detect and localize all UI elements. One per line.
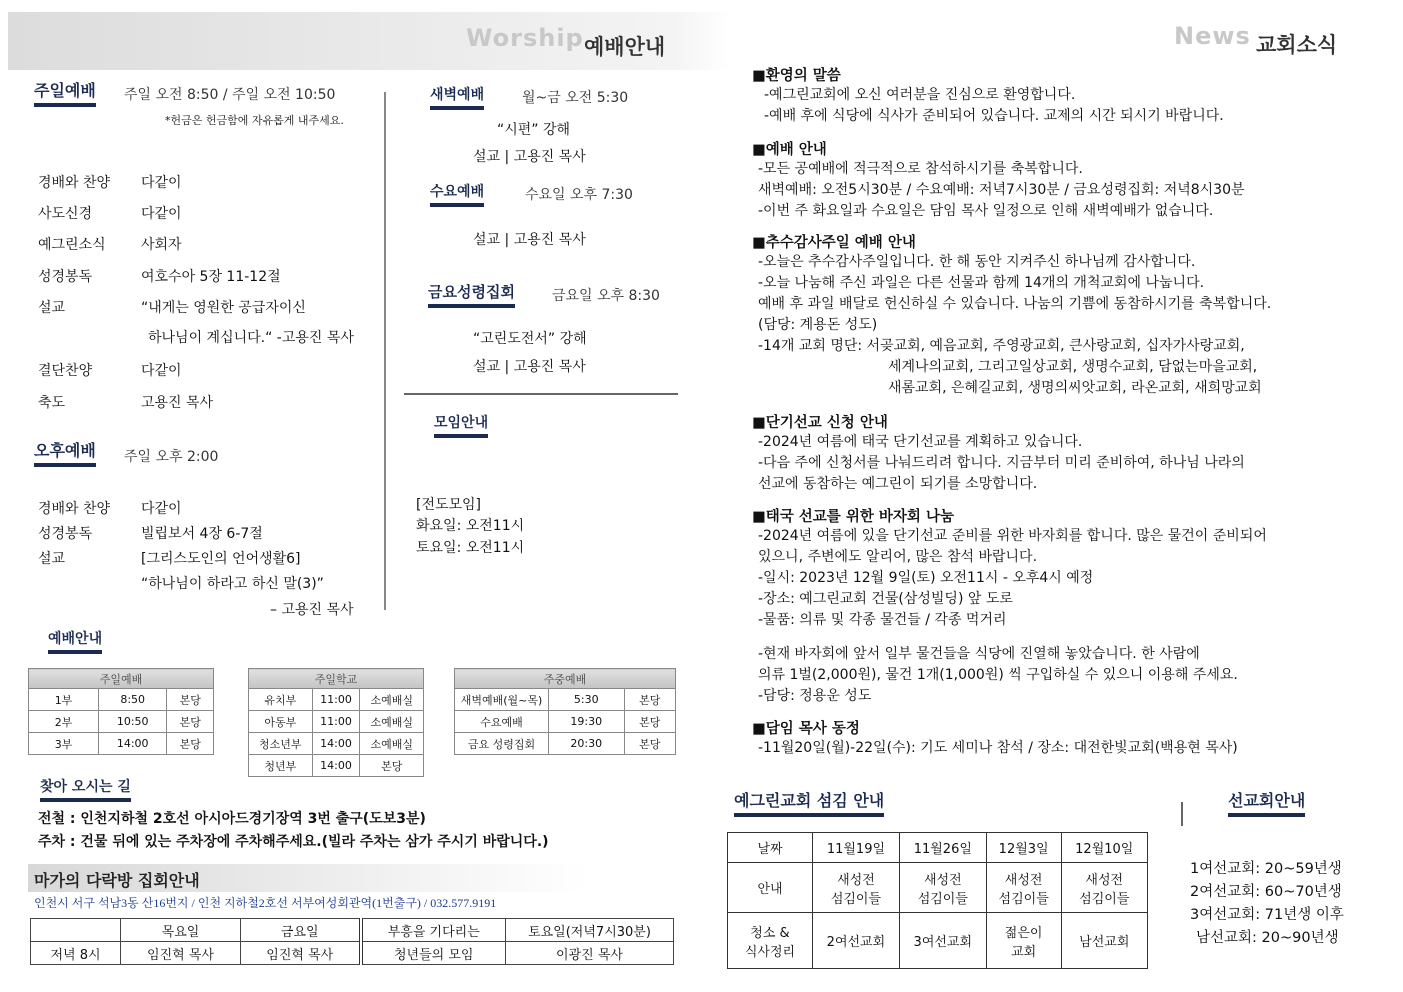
order-value: 다같이 xyxy=(141,363,182,379)
magga-address: 인천시 서구 석남3동 산16번지 / 인천 지하철2호선 서부여성회관역(1번출구) / 032.577.9191 xyxy=(34,896,497,910)
cell-line: 섬김이들 xyxy=(830,891,882,907)
cell: 소예배실 xyxy=(360,733,424,755)
seomgim-table xyxy=(727,832,1148,969)
cell-line: 청소 & xyxy=(750,925,790,941)
table-row xyxy=(455,733,676,755)
divider-line xyxy=(404,393,678,395)
order-value: – 고용진 목사 xyxy=(270,602,354,618)
cell-line: 교회 xyxy=(1011,944,1037,960)
cell: 새벽예배(월~목) xyxy=(455,689,549,711)
order-key: 설교 xyxy=(38,300,66,316)
cell: 임진혁 목사 xyxy=(121,942,241,965)
news-line: -물품: 의류 및 각종 물건들 / 각종 먹거리 xyxy=(758,612,1007,628)
news-line: 새벽예배: 오전5시30분 / 수요예배: 저녁7시30분 / 금요성령집회: 저녁8시30분 xyxy=(758,182,1245,198)
directions-subway: 전철 : 인천지하철 2호선 아시아드경기장역 3번 출구(도보3분) xyxy=(38,811,426,827)
news-line: -2024년 여름에 태국 단기선교를 계획하고 있습니다. xyxy=(758,434,1083,450)
table-header: 주일학교 xyxy=(249,669,424,689)
news-line: -모든 공예배에 적극적으로 참석하시기를 축복합니다. xyxy=(758,161,1083,177)
afternoon-worship-time: 주일 오후 2:00 xyxy=(124,449,219,465)
worship-info-title: 예배안내 xyxy=(48,628,102,654)
news-section xyxy=(752,64,1271,759)
friday-series: “고린도전서” 강해 xyxy=(473,331,587,347)
order-row xyxy=(38,392,388,422)
news-line: 예배 후 과일 배달로 헌신하실 수 있습니다. 나눔의 기쁨에 동참하시기를 축복합니다. xyxy=(758,296,1272,312)
news-heading: ■태국 선교를 위한 바자회 나눔 xyxy=(752,509,954,525)
cell: 3부 xyxy=(29,733,99,755)
weekday-service-table xyxy=(454,668,676,755)
cell-line: 새성전 xyxy=(1004,872,1043,888)
news-line: -2024년 여름에 있을 단기선교 준비를 위한 바자회를 합니다. 많은 물건이 준비되어 xyxy=(758,528,1267,544)
cell xyxy=(728,913,813,969)
cell: 14:00 xyxy=(99,733,167,755)
news-heading: ■단기선교 신청 안내 xyxy=(752,415,888,431)
cell: 본당 xyxy=(624,689,675,711)
order-row xyxy=(38,297,388,327)
order-key: 예그린소식 xyxy=(38,237,106,253)
mission-line: 1여선교회: 20~59년생 xyxy=(1190,861,1342,877)
news-line: -예배 후에 식당에 식사가 준비되어 있습니다. 교제의 시간 되시기 바랍니다. xyxy=(764,108,1224,124)
mission-list xyxy=(1190,858,1344,950)
dawn-worship-time: 월~금 오전 5:30 xyxy=(522,90,629,106)
order-row xyxy=(38,599,388,624)
cell: 토요일(저녁7시30분) xyxy=(506,919,674,942)
cell: 청년들의 모임 xyxy=(361,942,506,965)
cell-line: 섬김이들 xyxy=(917,891,968,907)
order-row xyxy=(38,573,388,599)
column-divider xyxy=(384,92,386,610)
cell: 소예배실 xyxy=(360,689,424,711)
cell: 본당 xyxy=(360,755,424,777)
cell: 11:00 xyxy=(312,689,360,711)
order-value: 여호수아 5장 11-12절 xyxy=(141,269,281,285)
table-row xyxy=(249,711,424,733)
cell: 1부 xyxy=(29,689,99,711)
cell xyxy=(813,863,900,913)
news-line: 선교에 동참하는 예그린이 되기를 소망합니다. xyxy=(758,476,1038,492)
magga-table xyxy=(30,918,674,965)
meeting-line: [전도모임] xyxy=(416,497,482,513)
news-line: -오늘 나눔해 주신 과일은 다른 선물과 함께 14개의 개척교회에 나눕니다. xyxy=(758,275,1205,291)
order-key: 결단찬양 xyxy=(38,363,93,379)
order-value: “내게는 영원한 공급자이신 xyxy=(141,300,306,316)
friday-worship-time: 금요일 오후 8:30 xyxy=(552,288,660,304)
cell: 아동부 xyxy=(249,711,313,733)
sunday-worship-title: 주일예배 xyxy=(34,78,96,107)
table-header: 주일예배 xyxy=(29,669,214,689)
cell-line: 섬김이들 xyxy=(998,891,1049,907)
cell: 8:50 xyxy=(99,689,167,711)
cell: 본당 xyxy=(624,733,675,755)
cell: 청소년부 xyxy=(249,733,313,755)
divider-line xyxy=(1181,802,1183,826)
meeting-line: 화요일: 오전11시 xyxy=(416,518,525,534)
cell xyxy=(1061,863,1147,913)
cell-line: 새성전 xyxy=(1085,872,1124,888)
cell: 날짜 xyxy=(728,833,813,863)
order-value: 하나님이 계십니다.“ -고용진 목사 xyxy=(148,330,354,346)
order-value: 다같이 xyxy=(141,206,182,222)
afternoon-worship-title: 오후예배 xyxy=(34,438,96,467)
order-value: 고용진 목사 xyxy=(141,395,214,411)
worship-ko-title: 예배안내 xyxy=(584,35,666,59)
cell: 남선교회 xyxy=(1061,913,1147,969)
order-key: 사도신경 xyxy=(38,206,93,222)
cell xyxy=(986,913,1061,969)
cell: 본당 xyxy=(624,711,675,733)
order-row xyxy=(38,234,388,266)
friday-preacher: 설교 | 고용진 목사 xyxy=(473,359,586,375)
directions-title: 찾아 오시는 길 xyxy=(40,776,131,802)
afternoon-order xyxy=(38,498,388,624)
cell: 19:30 xyxy=(549,711,625,733)
cell: 14:00 xyxy=(312,733,360,755)
mission-line: 3여선교회: 71년생 이후 xyxy=(1190,907,1344,923)
news-line: -11월20일(월)-22일(수): 기도 세미나 참석 / 장소: 대전한빛교회(백용현 목사) xyxy=(758,740,1238,756)
table-row xyxy=(249,689,424,711)
cell: 11월19일 xyxy=(813,833,900,863)
sunday-order xyxy=(38,172,388,422)
order-row xyxy=(38,203,388,234)
directions-parking: 주차 : 건물 뒤에 있는 주차장에 주차해주세요.(빌라 주차는 삼가 주시기 바랍니다.) xyxy=(38,834,549,850)
mission-line: 2여선교회: 60~70년생 xyxy=(1190,884,1342,900)
cell: 청년부 xyxy=(249,755,313,777)
mission-line: 남선교회: 20~90년생 xyxy=(1196,930,1339,946)
meeting-line: 토요일: 오전11시 xyxy=(416,540,525,556)
cell: 12월3일 xyxy=(986,833,1061,863)
cell: 20:30 xyxy=(549,733,625,755)
friday-worship-title: 금요성령집회 xyxy=(428,281,515,308)
news-line: -장소: 예그린교회 건물(삼성빌딩) 앞 도로 xyxy=(758,591,1013,607)
order-value: 사회자 xyxy=(141,237,182,253)
table-row xyxy=(29,733,214,755)
order-key: 성경봉독 xyxy=(38,269,93,285)
order-key: 경배와 찬양 xyxy=(38,501,111,517)
news-ko-title: 교회소식 xyxy=(1256,33,1338,57)
cell: 금요일 xyxy=(241,919,361,942)
wednesday-worship-title: 수요예배 xyxy=(430,181,484,207)
news-line: -오늘은 추수감사주일입니다. 한 해 동안 지켜주신 하나님께 감사합니다. xyxy=(758,254,1196,270)
table-row xyxy=(29,711,214,733)
offering-note: *헌금은 헌금함에 자유롭게 내주세요. xyxy=(165,114,344,127)
cell: 14:00 xyxy=(312,755,360,777)
order-value: [그리스도인의 언어생활6] xyxy=(141,551,301,567)
dawn-worship-title: 새벽예배 xyxy=(430,84,484,110)
news-line: -현재 바자회에 앞서 일부 물건들을 식당에 진열해 놓았습니다. 한 사람에 xyxy=(758,646,1200,662)
news-line: -담당: 정용운 성도 xyxy=(758,688,872,704)
table-row xyxy=(455,689,676,711)
seomgim-title: 예그린교회 섬김 안내 xyxy=(734,788,884,817)
cell: 본당 xyxy=(167,689,214,711)
cell: 3여선교회 xyxy=(899,913,986,969)
cell: 부흥을 기다리는 xyxy=(361,919,506,942)
order-row xyxy=(38,360,388,392)
order-value: “하나님이 하라고 하신 말(3)” xyxy=(141,576,324,592)
news-en-title: News xyxy=(1174,22,1251,50)
dawn-series: “시편” 강해 xyxy=(497,122,571,138)
news-heading: ■환영의 말씀 xyxy=(752,68,841,84)
cell xyxy=(986,863,1061,913)
order-key: 설교 xyxy=(38,551,66,567)
cell: 11:00 xyxy=(312,711,360,733)
table-row xyxy=(249,755,424,777)
table-header: 주중예배 xyxy=(455,669,676,689)
sunday-worship-time: 주일 오전 8:50 / 주일 오전 10:50 xyxy=(124,87,336,103)
order-key: 축도 xyxy=(38,395,66,411)
cell: 이광진 목사 xyxy=(506,942,674,965)
news-line: (담당: 계용돈 성도) xyxy=(758,317,878,333)
cell-line: 젊은이 xyxy=(1004,925,1043,941)
dawn-preacher: 설교 | 고용진 목사 xyxy=(473,149,586,165)
mission-title: 선교회안내 xyxy=(1228,788,1305,817)
magga-title: 마가의 다락방 집회안내 xyxy=(34,871,200,890)
cell: 소예배실 xyxy=(360,711,424,733)
cell: 수요예배 xyxy=(455,711,549,733)
news-line: 의류 1벌(2,000원), 물건 1개(1,000원) 씩 구입하실 수 있으니 이용해 주세요. xyxy=(758,667,1238,683)
wednesday-preacher: 설교 | 고용진 목사 xyxy=(473,232,586,248)
cell: 임진혁 목사 xyxy=(241,942,361,965)
worship-en-title: Worship xyxy=(466,24,584,52)
news-line: -이번 주 화요일과 수요일은 담임 목사 일정으로 인해 새벽예배가 없습니다. xyxy=(758,203,1214,219)
order-key: 경배와 찬양 xyxy=(38,175,111,191)
news-line: 세계나의교회, 그리고일상교회, 생명수교회, 담없는마을교회, xyxy=(888,359,1258,375)
news-heading: ■담임 목사 동정 xyxy=(752,721,860,737)
news-line: -다음 주에 신청서를 나눠드리려 합니다. 지금부터 미리 준비하여, 하나님 나라의 xyxy=(758,455,1245,471)
cell xyxy=(31,919,121,942)
order-row xyxy=(38,523,388,548)
order-row xyxy=(38,498,388,523)
news-line: -예그린교회에 오신 여러분을 진심으로 환영합니다. xyxy=(764,87,1076,103)
cell: 12월10일 xyxy=(1061,833,1147,863)
cell: 금요 성령집회 xyxy=(455,733,549,755)
cell-line: 새성전 xyxy=(837,872,875,888)
cell: 저녁 8시 xyxy=(31,942,121,965)
order-row xyxy=(38,266,388,297)
cell: 5:30 xyxy=(549,689,625,711)
cell: 2부 xyxy=(29,711,99,733)
cell: 본당 xyxy=(167,733,214,755)
cell: 본당 xyxy=(167,711,214,733)
news-line: 새롬교회, 은혜길교회, 생명의씨앗교회, 라온교회, 새희망교회 xyxy=(888,380,1262,396)
news-line: -일시: 2023년 12월 9일(토) 오전11시 - 오후4시 예정 xyxy=(758,570,1094,586)
order-row xyxy=(38,548,388,573)
sunday-school-table xyxy=(248,668,424,777)
cell: 10:50 xyxy=(99,711,167,733)
wednesday-worship-time: 수요일 오후 7:30 xyxy=(525,187,633,203)
order-row xyxy=(38,327,388,360)
order-row xyxy=(38,172,388,203)
news-line: -14개 교회 명단: 서곶교회, 예음교회, 주영광교회, 큰사랑교회, 십자가사랑교회, xyxy=(758,338,1245,354)
order-value: 다같이 xyxy=(141,501,182,517)
news-line: 있으니, 주변에도 알리어, 많은 참석 바랍니다. xyxy=(758,549,1038,565)
cell-line: 식사정리 xyxy=(744,944,796,960)
cell-line: 섬김이들 xyxy=(1079,891,1130,907)
cell xyxy=(899,863,986,913)
news-heading: ■예배 안내 xyxy=(752,142,827,158)
table-row xyxy=(29,689,214,711)
table-row xyxy=(249,733,424,755)
order-key: 성경봉독 xyxy=(38,526,93,542)
cell: 목요일 xyxy=(121,919,241,942)
cell: 안내 xyxy=(728,863,813,913)
cell: 유치부 xyxy=(249,689,313,711)
cell-line: 새성전 xyxy=(923,872,962,888)
order-value: 다같이 xyxy=(141,175,182,191)
news-heading: ■추수감사주일 예배 안내 xyxy=(752,235,916,251)
table-row xyxy=(455,711,676,733)
meeting-title: 모임안내 xyxy=(434,412,488,438)
cell: 2여선교회 xyxy=(813,913,900,969)
sunday-service-table xyxy=(28,668,214,755)
order-value: 빌립보서 4장 6-7절 xyxy=(141,526,263,542)
cell: 11월26일 xyxy=(899,833,986,863)
